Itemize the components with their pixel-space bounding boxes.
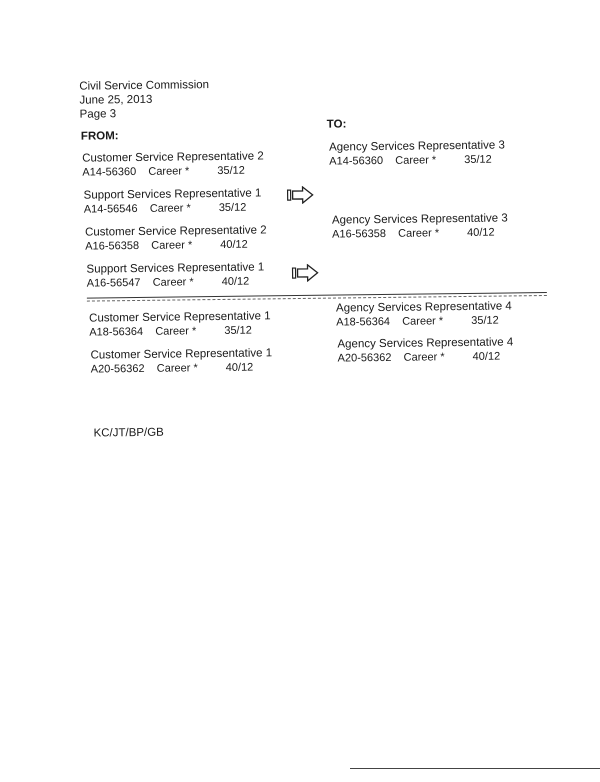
from-entry <box>89 310 289 342</box>
to-status: Career * <box>395 154 437 167</box>
from-title: Customer Service Representative 2 <box>85 224 267 239</box>
from-status: Career * <box>148 165 190 178</box>
from-title: Customer Service Representative 1 <box>89 310 271 325</box>
from-entry <box>84 187 284 219</box>
section-divider <box>87 292 547 299</box>
document-date: June 25, 2013 <box>79 93 153 107</box>
to-title: Agency Services Representative 4 <box>337 336 514 351</box>
to-entry <box>336 300 536 332</box>
from-status: Career * <box>156 362 198 375</box>
from-label: FROM: <box>80 130 119 143</box>
scan-edge-line <box>350 768 600 769</box>
to-status: Career * <box>403 351 445 364</box>
from-title: Support Services Representative 1 <box>83 187 262 202</box>
to-hours: 40/12 <box>467 226 495 239</box>
from-code: A20-56362 <box>90 362 145 376</box>
organization-name: Civil Service Commission <box>79 79 210 93</box>
from-status: Career * <box>155 325 197 338</box>
to-status: Career * <box>402 315 444 328</box>
from-code: A16-56358 <box>85 239 140 253</box>
from-status: Career * <box>149 202 191 215</box>
to-entry <box>337 336 537 368</box>
to-title: Agency Services Representative 4 <box>335 300 512 315</box>
to-hours: 35/12 <box>464 153 492 166</box>
from-entry <box>85 224 285 256</box>
right-arrow-icon <box>287 186 315 204</box>
from-status: Career * <box>151 239 193 252</box>
to-entry <box>329 139 529 171</box>
to-code: A16-56358 <box>332 227 387 241</box>
to-status: Career * <box>398 227 440 240</box>
to-title: Agency Services Representative 3 <box>328 139 505 154</box>
from-title: Customer Service Representative 2 <box>82 150 264 165</box>
from-entry <box>91 347 291 379</box>
to-title: Agency Services Representative 3 <box>331 212 508 227</box>
from-code: A16-56547 <box>86 276 141 290</box>
from-hours: 35/12 <box>217 164 245 177</box>
right-arrow-icon <box>291 264 319 282</box>
from-code: A14-56546 <box>83 202 138 216</box>
from-entry <box>86 261 286 293</box>
author-initials: KC/JT/BP/GB <box>93 426 164 440</box>
to-label: TO: <box>326 118 347 131</box>
to-hours: 35/12 <box>471 314 499 327</box>
to-hours: 40/12 <box>472 350 501 363</box>
from-entry <box>82 150 282 182</box>
from-hours: 40/12 <box>225 361 254 374</box>
to-code: A14-56360 <box>329 154 384 168</box>
to-code: A20-56362 <box>337 351 392 365</box>
to-code: A18-56364 <box>336 315 391 329</box>
from-status: Career * <box>152 276 194 289</box>
from-code: A14-56360 <box>82 165 137 179</box>
from-hours: 35/12 <box>224 324 252 337</box>
to-entry <box>332 212 532 244</box>
from-hours: 40/12 <box>221 275 250 288</box>
page-number: Page 3 <box>79 108 117 121</box>
from-title: Customer Service Representative 1 <box>90 347 273 362</box>
from-hours: 40/12 <box>220 238 248 251</box>
from-title: Support Services Representative 1 <box>86 261 265 276</box>
from-hours: 35/12 <box>218 201 247 214</box>
from-code: A18-56364 <box>89 325 144 339</box>
